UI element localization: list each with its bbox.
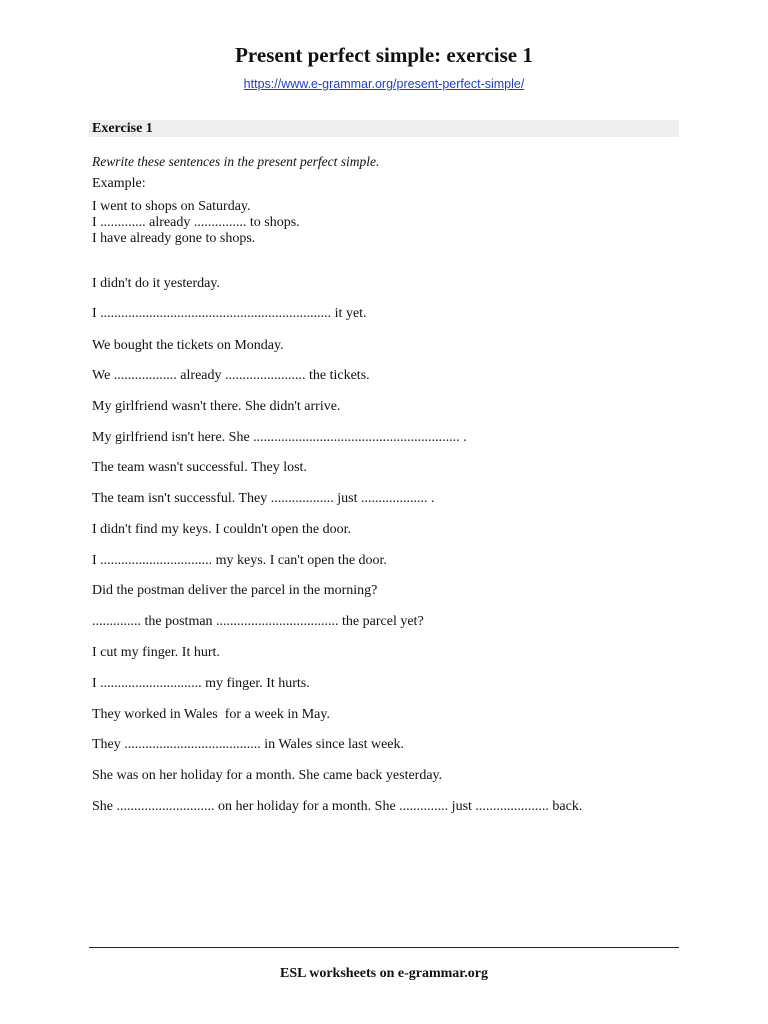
item-7-answer-line: I ............................. my finger. It hurts. (92, 676, 310, 691)
item-9-prompt: She was on her holiday for a month. She came back yesterday. (92, 768, 443, 783)
item-8-prompt: They worked in Wales for a week in May. (92, 707, 330, 722)
example-sentence: I went to shops on Saturday. (92, 199, 251, 214)
page-title: Present perfect simple: exercise 1 (235, 43, 533, 67)
item-1-prompt: I didn't do it yesterday. (92, 276, 220, 291)
item-2-answer-line: We .................. already ....................... the tickets. (92, 368, 370, 383)
source-link[interactable]: https://www.e-grammar.org/present-perfect-simple/ (243, 77, 525, 91)
item-3-prompt: My girlfriend wasn't there. She didn't arrive. (92, 399, 341, 414)
item-3-answer-line: My girlfriend isn't here. She ........................................................... . (92, 430, 467, 445)
item-5-answer-line: I ................................ my keys. I can't open the door. (92, 553, 387, 568)
footer-text: ESL worksheets on e-grammar.org (280, 966, 488, 981)
item-5-prompt: I didn't find my keys. I couldn't open the door. (92, 522, 351, 537)
item-6-prompt: Did the postman deliver the parcel in the morning? (92, 583, 378, 598)
item-2-prompt: We bought the tickets on Monday. (92, 338, 284, 353)
item-4-answer-line: The team isn't successful. They .................. just ................... . (92, 491, 435, 506)
instruction-text: Rewrite these sentences in the present perfect simple. (92, 154, 380, 169)
item-6-answer-line: .............. the postman ................................... the parcel yet? (92, 614, 424, 629)
item-4-prompt: The team wasn't successful. They lost. (92, 460, 307, 475)
item-9-answer-line: She ............................ on her holiday for a month. She .............. just ..................... back. (92, 799, 583, 814)
example-gap-line: I ............. already ............... to shops. (92, 215, 300, 230)
example-label: Example: (92, 176, 146, 191)
item-7-prompt: I cut my finger. It hurt. (92, 645, 220, 660)
item-8-answer-line: They ....................................... in Wales since last week. (92, 737, 405, 752)
exercise-heading-bar (89, 120, 679, 137)
example-answer: I have already gone to shops. (92, 231, 256, 246)
exercise-heading: Exercise 1 (92, 121, 153, 136)
footer-divider (89, 947, 679, 948)
item-1-answer-line: I .................................................................. it yet. (92, 306, 367, 321)
